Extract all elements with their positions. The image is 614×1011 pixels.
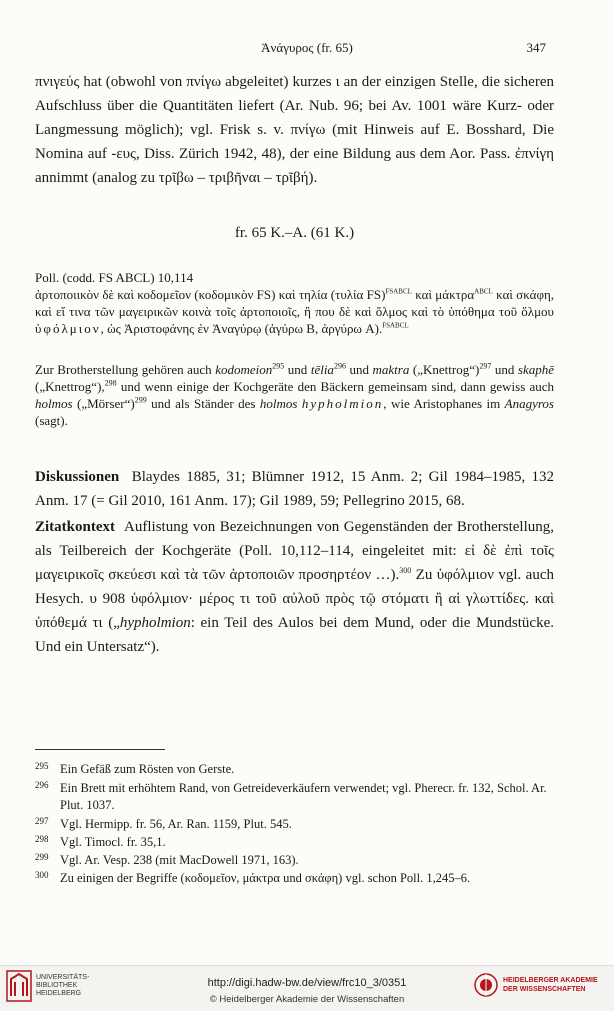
section-label: Diskussionen (35, 469, 120, 485)
intro-paragraph: πνιγεύς hat (obwohl von πνίγω abgeleitet) kurzes ι an der einzigen Stelle, die sicheren Aufschluss über die Quantitäten liefert (Ar. Nub. 96; bei Av. 1001 wäre Kurz- oder Langmessung möglich); vgl. Frisk s. v. πνίγω (mit Hinweis auf E. Bosshard, Die Nomina auf -ευς, Diss. Zürich 1942, 48), der eine Bildung aus dem Aor. Pass. ἐπνίγη annimmt (analog zu τρῖβω – τριβῆναι – τρῖβή). (35, 74, 554, 186)
footnote: 299 Vgl. Ar. Vesp. 238 (mit MacDowell 1971, 163). (35, 852, 299, 867)
footnote: 296 Ein Brett mit erhöhtem Rand, von Getreideverkäufern verwendet; vgl. Pherecr. fr. 132, Schol. Ar. Plut. 1037. (35, 780, 547, 812)
source-text (35, 269, 554, 337)
footnote-ref[interactable]: 299 (134, 395, 147, 405)
zitatkontext-paragraph: Zitatkontext Auflistung von Bezeichnungen von Gegenständen der Brotherstellung, als Teilbereich der Kochgeräte (Poll. 10,112–114, eingeleitet mit: εἰ δὲ ἐπὶ τοῖς μαγειρικοῖς σκεύεσι καὶ τὰ τῶν ἀρτοποιῶν προσηρτέον …).$^{300}$ Zu ὑφόλμιον vgl. auch Hesych. υ 908 ὑφόλμιον· μέρος τι τοῦ αὐλοῦ πρὸς τῷ στόματι ἢ αἱ γλωττίδες. καὶ ὑπόθεμά τι („hypholmion: ein Teil des Aulos bei dem Mund, oder die Mundstücke. Und ein Untersatz“). (35, 519, 554, 655)
permalink-url[interactable]: http://digi.hadw-bw.de/view/frc10_3/0351 (207, 977, 407, 989)
footnote-ref[interactable]: 298 (104, 378, 117, 388)
footnote-ref[interactable]: 295 (272, 361, 285, 371)
siglum: FSABCL (385, 287, 412, 296)
spaced-term: ὑφόλμιον (35, 321, 101, 336)
fragment-heading: fr. 65 K.–A. (61 K.) (234, 225, 355, 241)
university-library-logo-text: UNIVERSITÄTS- BIBLIOTHEK HEIDELBERG (36, 974, 90, 997)
footnote-ref[interactable]: 296 (333, 361, 346, 371)
academy-logo-text: HEIDELBERGER AKADEMIE DER WISSENSCHAFTEN (503, 977, 598, 993)
translation-text: Zur Brotherstellung gehören auch kodomeion$^{295}$ und tēlia$^{296}$ und maktra („Knettrog“)$^{297}$ und skaphē („Knettrog“),$^{298}$ und wenn einige der Kochgeräte den Bäckern gemeinsam sind, dann gewiss auch holmos („Mörser“)$^{299}$ und als Ständer des holmos hypholmion, wie Aristophanes im Anagyros (sagt). (35, 361, 554, 428)
footnote: 298 Vgl. Timocl. fr. 35,1. (35, 834, 166, 849)
footnote: 300 Zu einigen der Begriffe (κοδομεῖον, μάκτρα und σκάφη) vgl. schon Poll. 1,245–6. (35, 870, 471, 885)
footnote: 295 Ein Gefäß zum Rösten von Gerste. (35, 761, 235, 776)
footnote-divider (35, 749, 165, 750)
academy-logo-icon[interactable] (473, 972, 499, 998)
diskussionen-paragraph: Diskussionen Blaydes 1885, 31; Blümner 1912, 15 Anm. 2; Gil 1984–1985, 132 Anm. 17 (= Gil 2010, 161 Anm. 17); Gil 1989, 59; Pellegrino 2015, 68. (35, 469, 554, 509)
siglum: FSABCL (382, 321, 409, 330)
section-label: Zitatkontext (35, 519, 115, 535)
copyright-notice: © Heidelberger Akademie der Wissenschaften (209, 994, 405, 1005)
footnote-ref[interactable]: 297 (479, 361, 492, 371)
running-header-title: Ἀνάγυρος (fr. 65) (261, 40, 353, 55)
page-number: 347 (526, 40, 546, 55)
siglum: ABCL (474, 287, 493, 296)
footnote-ref[interactable]: 300 (399, 566, 412, 575)
source-citation: Poll. (codd. FS ABCL) 10,114 (35, 270, 194, 285)
footnote: 297 Vgl. Hermipp. fr. 56, Ar. Ran. 1159, Plut. 545. (35, 816, 292, 831)
source-greek: ἀρτοποιικὸν δὲ καὶ κοδομεῖον (κοδομικὸν FS) καὶ τηλία (τυλία FS)$^{FSABCL}$ καὶ μάκτρα$^{ABCL}$ καὶ σκάφη, καὶ εἴ τινα τῶν μαγειρικῶν κοινὰ τοῖς ἀρτοποιοῖς, ἢ που δὲ καὶ ὅλμος καὶ τὸ ὑπόθημα τοῦ ὅλμου ὑφόλμιον, ὡς Ἀριστοφάνης ἐν Ἀναγύρῳ (ἀγύρω B, ἀργύρω A).$^{FSABCL}$ (35, 287, 554, 336)
